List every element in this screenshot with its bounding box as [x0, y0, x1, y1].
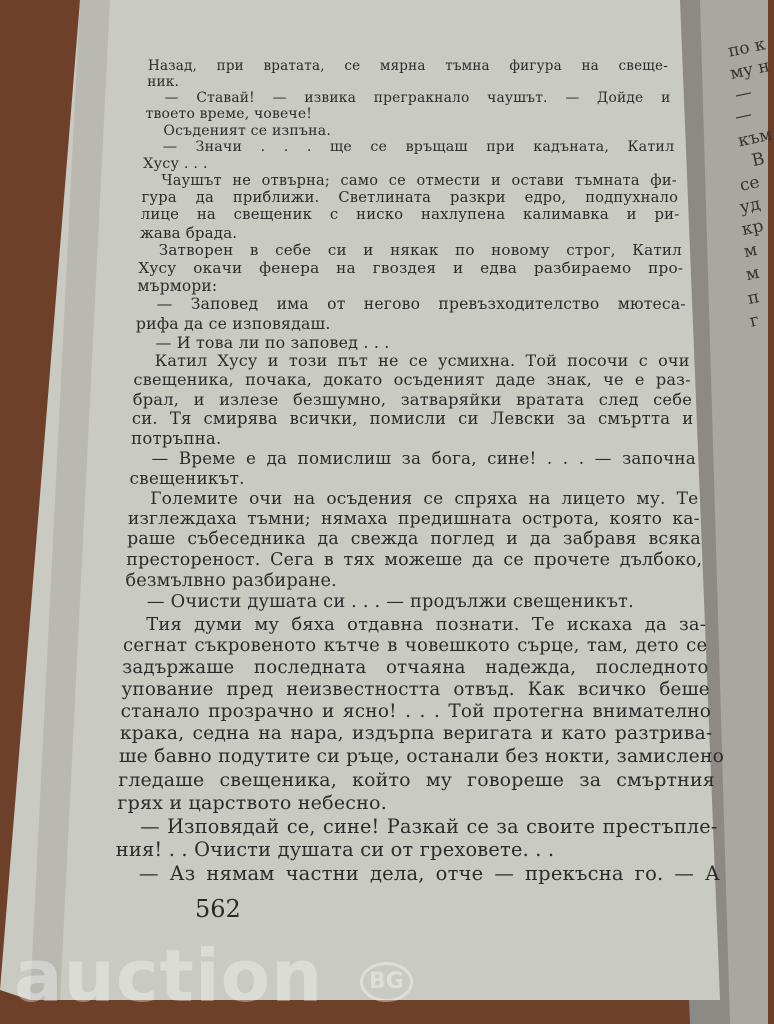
text-line: Затворен в себе си и някак по новому строг, Катил	[158, 241, 682, 259]
text-line: гледаше свещеника, който му говореше за смъртния	[118, 769, 715, 791]
text-line: — И това ли по заповед . . .	[155, 333, 390, 352]
text-line: — Ставай! — извика прегракнало чаушът. — Дойде и	[164, 90, 671, 106]
text-line: Назад, при вратата, се мярна тъмна фигура на свеще-	[148, 58, 668, 74]
text-line: ше бавно подутите си ръце, останали без нокти, замислено	[119, 746, 725, 767]
text-line: Хусу окачи фенера на гвоздея и едва разбираемо про-	[138, 259, 684, 277]
text-line: — Значи . . . ще се връщаш при кадъната, Катил	[162, 139, 675, 155]
text-line: мърмори:	[137, 277, 218, 295]
text-line: жава брада.	[139, 224, 238, 242]
text-line: брал, и излезе безшумно, затваряйки вратата след себе	[132, 390, 693, 409]
text-line: свещеника, почака, докато осъденият даде знак, че е раз-	[133, 370, 691, 389]
right-page-fragment: се	[738, 172, 762, 196]
text-line: Чаушът не отвърна; само се отмести и остави тъмната фи-	[161, 173, 677, 189]
text-line: твоето време, човече!	[145, 106, 313, 122]
watermark-logo: auction	[14, 934, 324, 1018]
right-page-fragment: —	[733, 82, 754, 106]
right-page-fragment: към	[736, 124, 774, 152]
text-line: раше събеседника да свежда поглед и да забравя всяка	[127, 529, 701, 549]
right-page-fragment: му н	[728, 56, 772, 84]
right-page-fragment: г	[747, 310, 761, 332]
text-line: станало прозрачно и ясно! . . . Той протегна внимателно	[120, 701, 712, 722]
text-line: — Заповед има от негово превъзходителство мютеса-	[156, 295, 686, 313]
right-page-fragment: п	[745, 287, 762, 309]
text-line: свещеникът.	[129, 468, 245, 488]
text-line: задържаше последната отчаяна надежда, последното	[122, 657, 709, 678]
text-line: гура да приближи. Светлината разкри едро, подпухнало	[141, 189, 679, 206]
right-page-fragment: м	[741, 239, 760, 263]
right-page-fragment: кр	[740, 215, 766, 241]
text-line: Катил Хусу и този път не се усмихна. Той посочи с очи	[154, 351, 690, 370]
text-line: престореност. Сега в тях можеше да се прочете дълбоко,	[126, 550, 703, 570]
text-line: лице на свещеник с ниско нахлупена калимавка и ри-	[140, 206, 680, 223]
text-line: безмълвно разбиране.	[125, 571, 337, 591]
text-line: Тия думи му бяха отдавна познати. Те искаха да за-	[146, 614, 707, 635]
right-page-fragment: уд	[738, 194, 763, 218]
text-line: — Време е да помислиш за бога, сине! . . . — започна	[151, 448, 696, 468]
text-line: упование пред неизвестността отвъд. Как всичко беше	[121, 679, 710, 700]
text-line: — Изповядай се, сине! Разкай се за своите престъпле-	[140, 815, 718, 838]
text-line: изглеждаха тъмни; нямаха предишната острота, която ка-	[127, 509, 700, 529]
text-line: грях и царството небесно.	[117, 792, 387, 814]
right-page-fragment: В	[749, 148, 767, 172]
text-line: потръпна.	[131, 429, 222, 448]
text-line: Хусу . . .	[143, 156, 208, 172]
page-number: 562	[195, 895, 241, 923]
text-line: Големите очи на осъдения се спряха на лицето му. Те	[150, 489, 699, 509]
text-line: — Очисти душата си . . . — продължи свещеникът.	[146, 592, 634, 612]
right-page-fragment: —	[733, 104, 754, 128]
watermark-badge: BG	[360, 962, 413, 1002]
text-line: — Аз нямам частни дела, отче — прекъсна го. — А	[139, 862, 720, 885]
text-line: ния! . . Очисти душата си от греховете. . .	[115, 838, 555, 861]
text-line: сегнат съкровеното кътче в човешкото сърце, там, дето се	[123, 635, 708, 656]
right-page-fragment: м	[743, 262, 762, 286]
text-line: рифа да се изповядаш.	[135, 314, 331, 333]
text-line: ник.	[147, 74, 179, 90]
text-line: Осъденият се изпъна.	[163, 123, 331, 139]
text-line: си. Тя смирява всички, помисли си Левски за смъртта и	[131, 409, 694, 428]
text-line: крака, седна на нара, издърпа веригата и като разтрива-	[119, 723, 713, 744]
right-page-fragment: по к	[726, 34, 768, 62]
